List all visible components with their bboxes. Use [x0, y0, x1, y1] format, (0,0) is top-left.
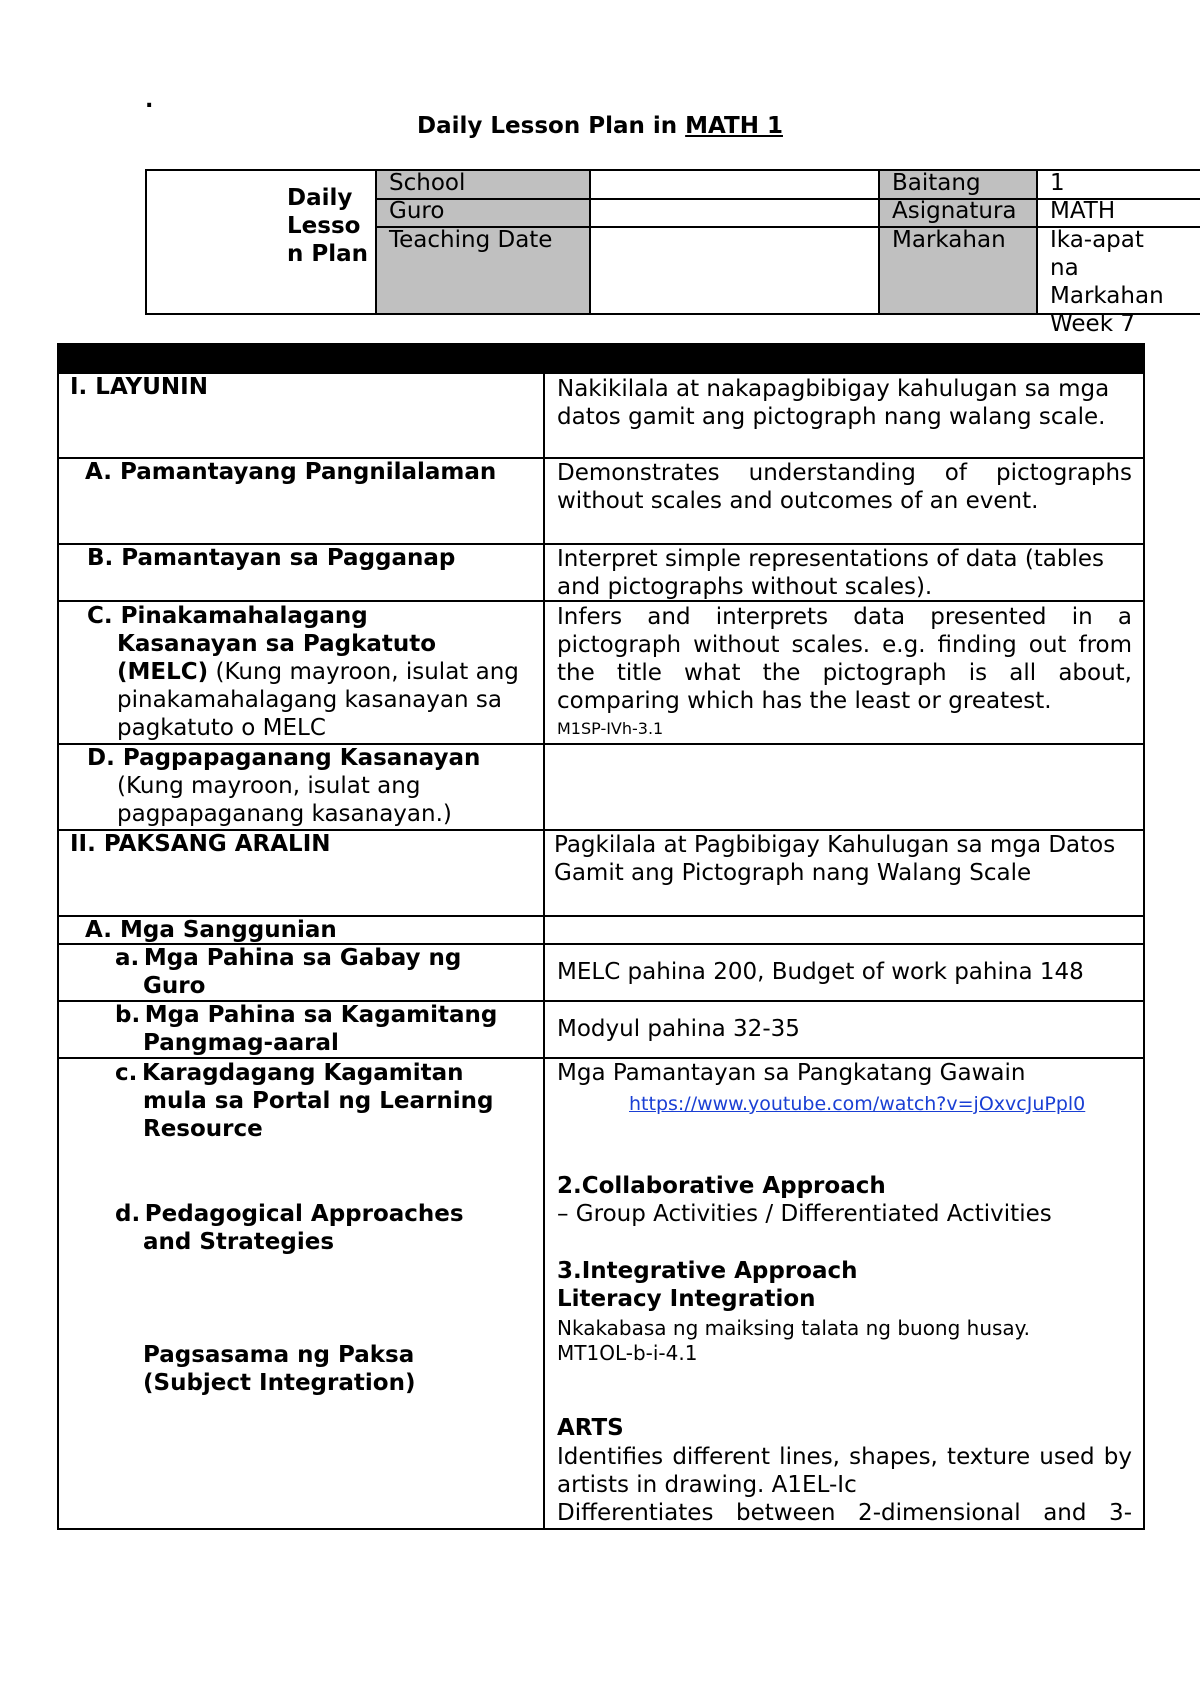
- guro-field[interactable]: [591, 200, 878, 226]
- guro-label: Guro: [389, 198, 445, 224]
- kagamitan-label-line-2: Pangmag-aaral: [143, 1030, 339, 1056]
- daily-lesson-plan-label: Daily Lesso n Plan: [287, 185, 369, 267]
- pedagogical-label-line-2: and Strategies: [143, 1229, 335, 1255]
- melc-value: Infers and interprets data presented in a pictograph without scales. e.g. finding out from the title what the pictograph is all about, comparing which has the least or greatest.: [557, 604, 1132, 714]
- portal-label-line-3: Resource: [143, 1116, 263, 1142]
- arts-title: ARTS: [557, 1415, 624, 1441]
- markahan-value: Ika-apat na Markahan Week 7: [1050, 227, 1164, 337]
- pamantayang-pangnilalaman-value: Demonstrates understanding of pictographs without scales and outcomes of an event.: [557, 460, 1132, 514]
- literacy-code: MT1OL-b-i-4.1: [557, 1341, 698, 1365]
- portal-label: [115, 1059, 535, 1143]
- melc-label: [87, 602, 537, 742]
- teaching-date-field[interactable]: [591, 228, 878, 313]
- melc-label-rest: (Kung mayroon, isulat ang pinakamahalagang kasanayan sa pagkatuto o MELC: [117, 659, 519, 741]
- integrative-title: 3.Integrative Approach: [557, 1258, 858, 1284]
- kagamitan-value: Modyul pahina 32-35: [557, 1016, 800, 1042]
- pagpapaganang-kasanayan-title: D. Pagpapaganang Kasanayan: [87, 745, 481, 771]
- teaching-date-label: Teaching Date: [389, 227, 553, 253]
- melc-label-line-1: C. Pinakamahalagang: [87, 603, 368, 629]
- paksang-aralin-label: II. PAKSANG ARALIN: [70, 831, 331, 857]
- pagpapaganang-kasanayan-label: [87, 744, 537, 828]
- kagamitan-label: [115, 1001, 535, 1057]
- literacy-title: Literacy Integration: [557, 1286, 816, 1312]
- pagsasama-label-line-1: Pagsasama ng Paksa: [143, 1342, 415, 1368]
- baitang-value: 1: [1050, 170, 1065, 196]
- school-label: School: [389, 170, 466, 196]
- gabay-value: MELC pahina 200, Budget of work pahina 148: [557, 959, 1084, 985]
- baitang-label: Baitang: [892, 170, 981, 196]
- page-mark: .: [145, 88, 154, 113]
- title-subject: MATH 1: [685, 113, 783, 139]
- layunin-label: I. LAYUNIN: [70, 374, 208, 400]
- pagsasama-label: [143, 1341, 533, 1397]
- sanggunian-label: A. Mga Sanggunian: [85, 917, 337, 943]
- layunin-value: Nakikilala at nakapagbibigay kahulugan sa mga datos gamit ang pictograph nang walang scale.: [557, 376, 1110, 430]
- school-field[interactable]: [591, 171, 878, 197]
- collaborative-title: 2.Collaborative Approach: [557, 1173, 886, 1199]
- paksang-aralin-value: Pagkilala at Pagbibigay Kahulugan sa mga Datos Gamit ang Pictograph nang Walang Scale: [554, 832, 1116, 886]
- pamantayan-sa-pagganap-label: B. Pamantayan sa Pagganap: [87, 545, 456, 571]
- portal-link-wrap: [629, 1089, 1200, 1118]
- gabay-label: [115, 944, 535, 1000]
- gabay-label-line-2: Guro: [143, 973, 206, 999]
- table-header-bar: [59, 345, 1143, 374]
- lesson-plan-table: [57, 343, 1145, 1530]
- asignatura-value: MATH: [1050, 198, 1116, 224]
- portal-label-line-1: c. Karagdagang Kagamitan: [115, 1060, 464, 1086]
- melc-label-line-3: (MELC): [117, 659, 209, 685]
- arts-text-1: Identifies different lines, shapes, texture used by artists in drawing. A1EL-Ic: [557, 1444, 1132, 1498]
- portal-label-line-2: mula sa Portal ng Learning: [143, 1088, 494, 1114]
- title-prefix: Daily Lesson Plan in: [417, 113, 686, 139]
- pedagogical-label-line-1: d. Pedagogical Approaches: [115, 1201, 464, 1227]
- pamantayang-pangnilalaman-label: A. Pamantayang Pangnilalaman: [85, 459, 497, 485]
- arts-text-2: Differentiates between 2-dimensional and 3-: [557, 1500, 1132, 1526]
- page-title: [0, 113, 1200, 139]
- portal-value: Mga Pamantayan sa Pangkatang Gawain: [557, 1060, 1026, 1086]
- melc-label-line-2: Kasanayan sa Pagkatuto: [117, 631, 437, 657]
- pagsasama-label-line-2: (Subject Integration): [143, 1370, 416, 1396]
- markahan-label: Markahan: [892, 227, 1006, 253]
- pamantayan-sa-pagganap-value: Interpret simple representations of data (tables and pictographs without scales).: [557, 546, 1105, 600]
- pagpapaganang-kasanayan-note: (Kung mayroon, isulat ang pagpapaganang kasanayan.): [117, 773, 452, 827]
- asignatura-label: Asignatura: [892, 198, 1017, 224]
- melc-code: M1SP-IVh-3.1: [557, 719, 664, 738]
- header-table: [145, 169, 1200, 337]
- kagamitan-label-line-1: b. Mga Pahina sa Kagamitang: [115, 1002, 498, 1028]
- youtube-link[interactable]: https://www.youtube.com/watch?v=jOxvcJuPpl0: [629, 1093, 1086, 1115]
- gabay-label-line-1: a. Mga Pahina sa Gabay ng: [115, 945, 462, 971]
- pedagogical-label: [115, 1200, 535, 1256]
- collaborative-text: – Group Activities / Differentiated Activities: [557, 1201, 1052, 1227]
- literacy-text: Nkakabasa ng maiksing talata ng buong husay.: [557, 1316, 1031, 1340]
